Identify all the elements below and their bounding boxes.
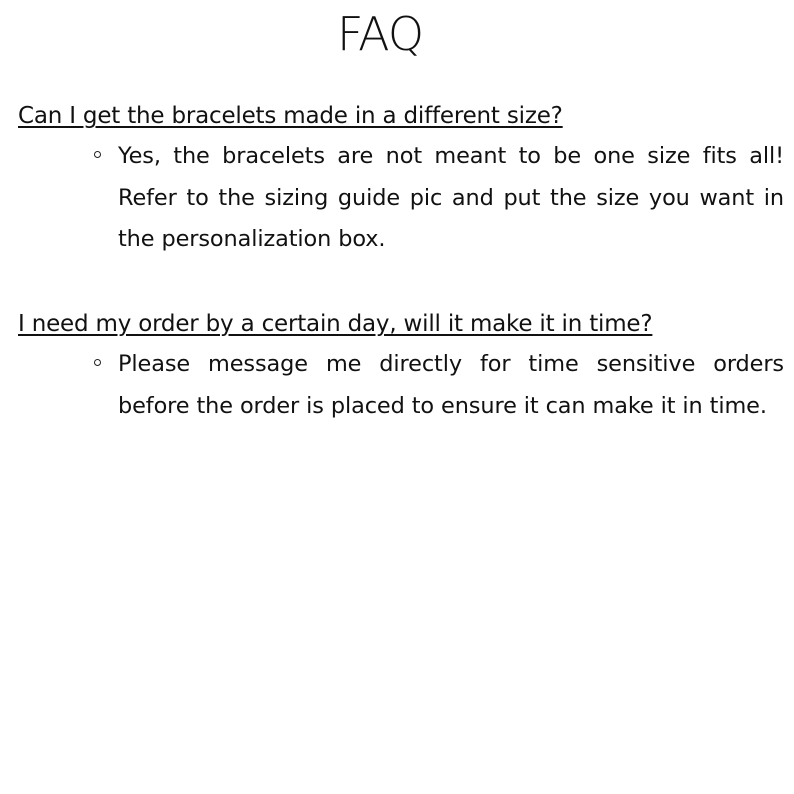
faq-question: Can I get the bracelets made in a different size? — [18, 103, 563, 129]
faq-item-delivery-time — [18, 308, 784, 427]
hollow-circle-bullet-icon — [94, 359, 101, 366]
hollow-circle-bullet-icon — [94, 151, 101, 158]
faq-answer-text: Yes, the bracelets are not meant to be one size fits all! Refer to the sizing guide pic and put the size you want in the personalization box. — [118, 143, 784, 252]
faq-item-sizing — [18, 100, 784, 261]
faq-answer-text: Please message me directly for time sensitive orders before the order is placed to ensure it can make it in time. — [118, 351, 784, 419]
page-title: FAQ — [336, 7, 424, 61]
faq-question: I need my order by a certain day, will it make it in time? — [18, 311, 653, 337]
faq-answer — [118, 136, 784, 261]
faq-answer — [118, 344, 784, 427]
